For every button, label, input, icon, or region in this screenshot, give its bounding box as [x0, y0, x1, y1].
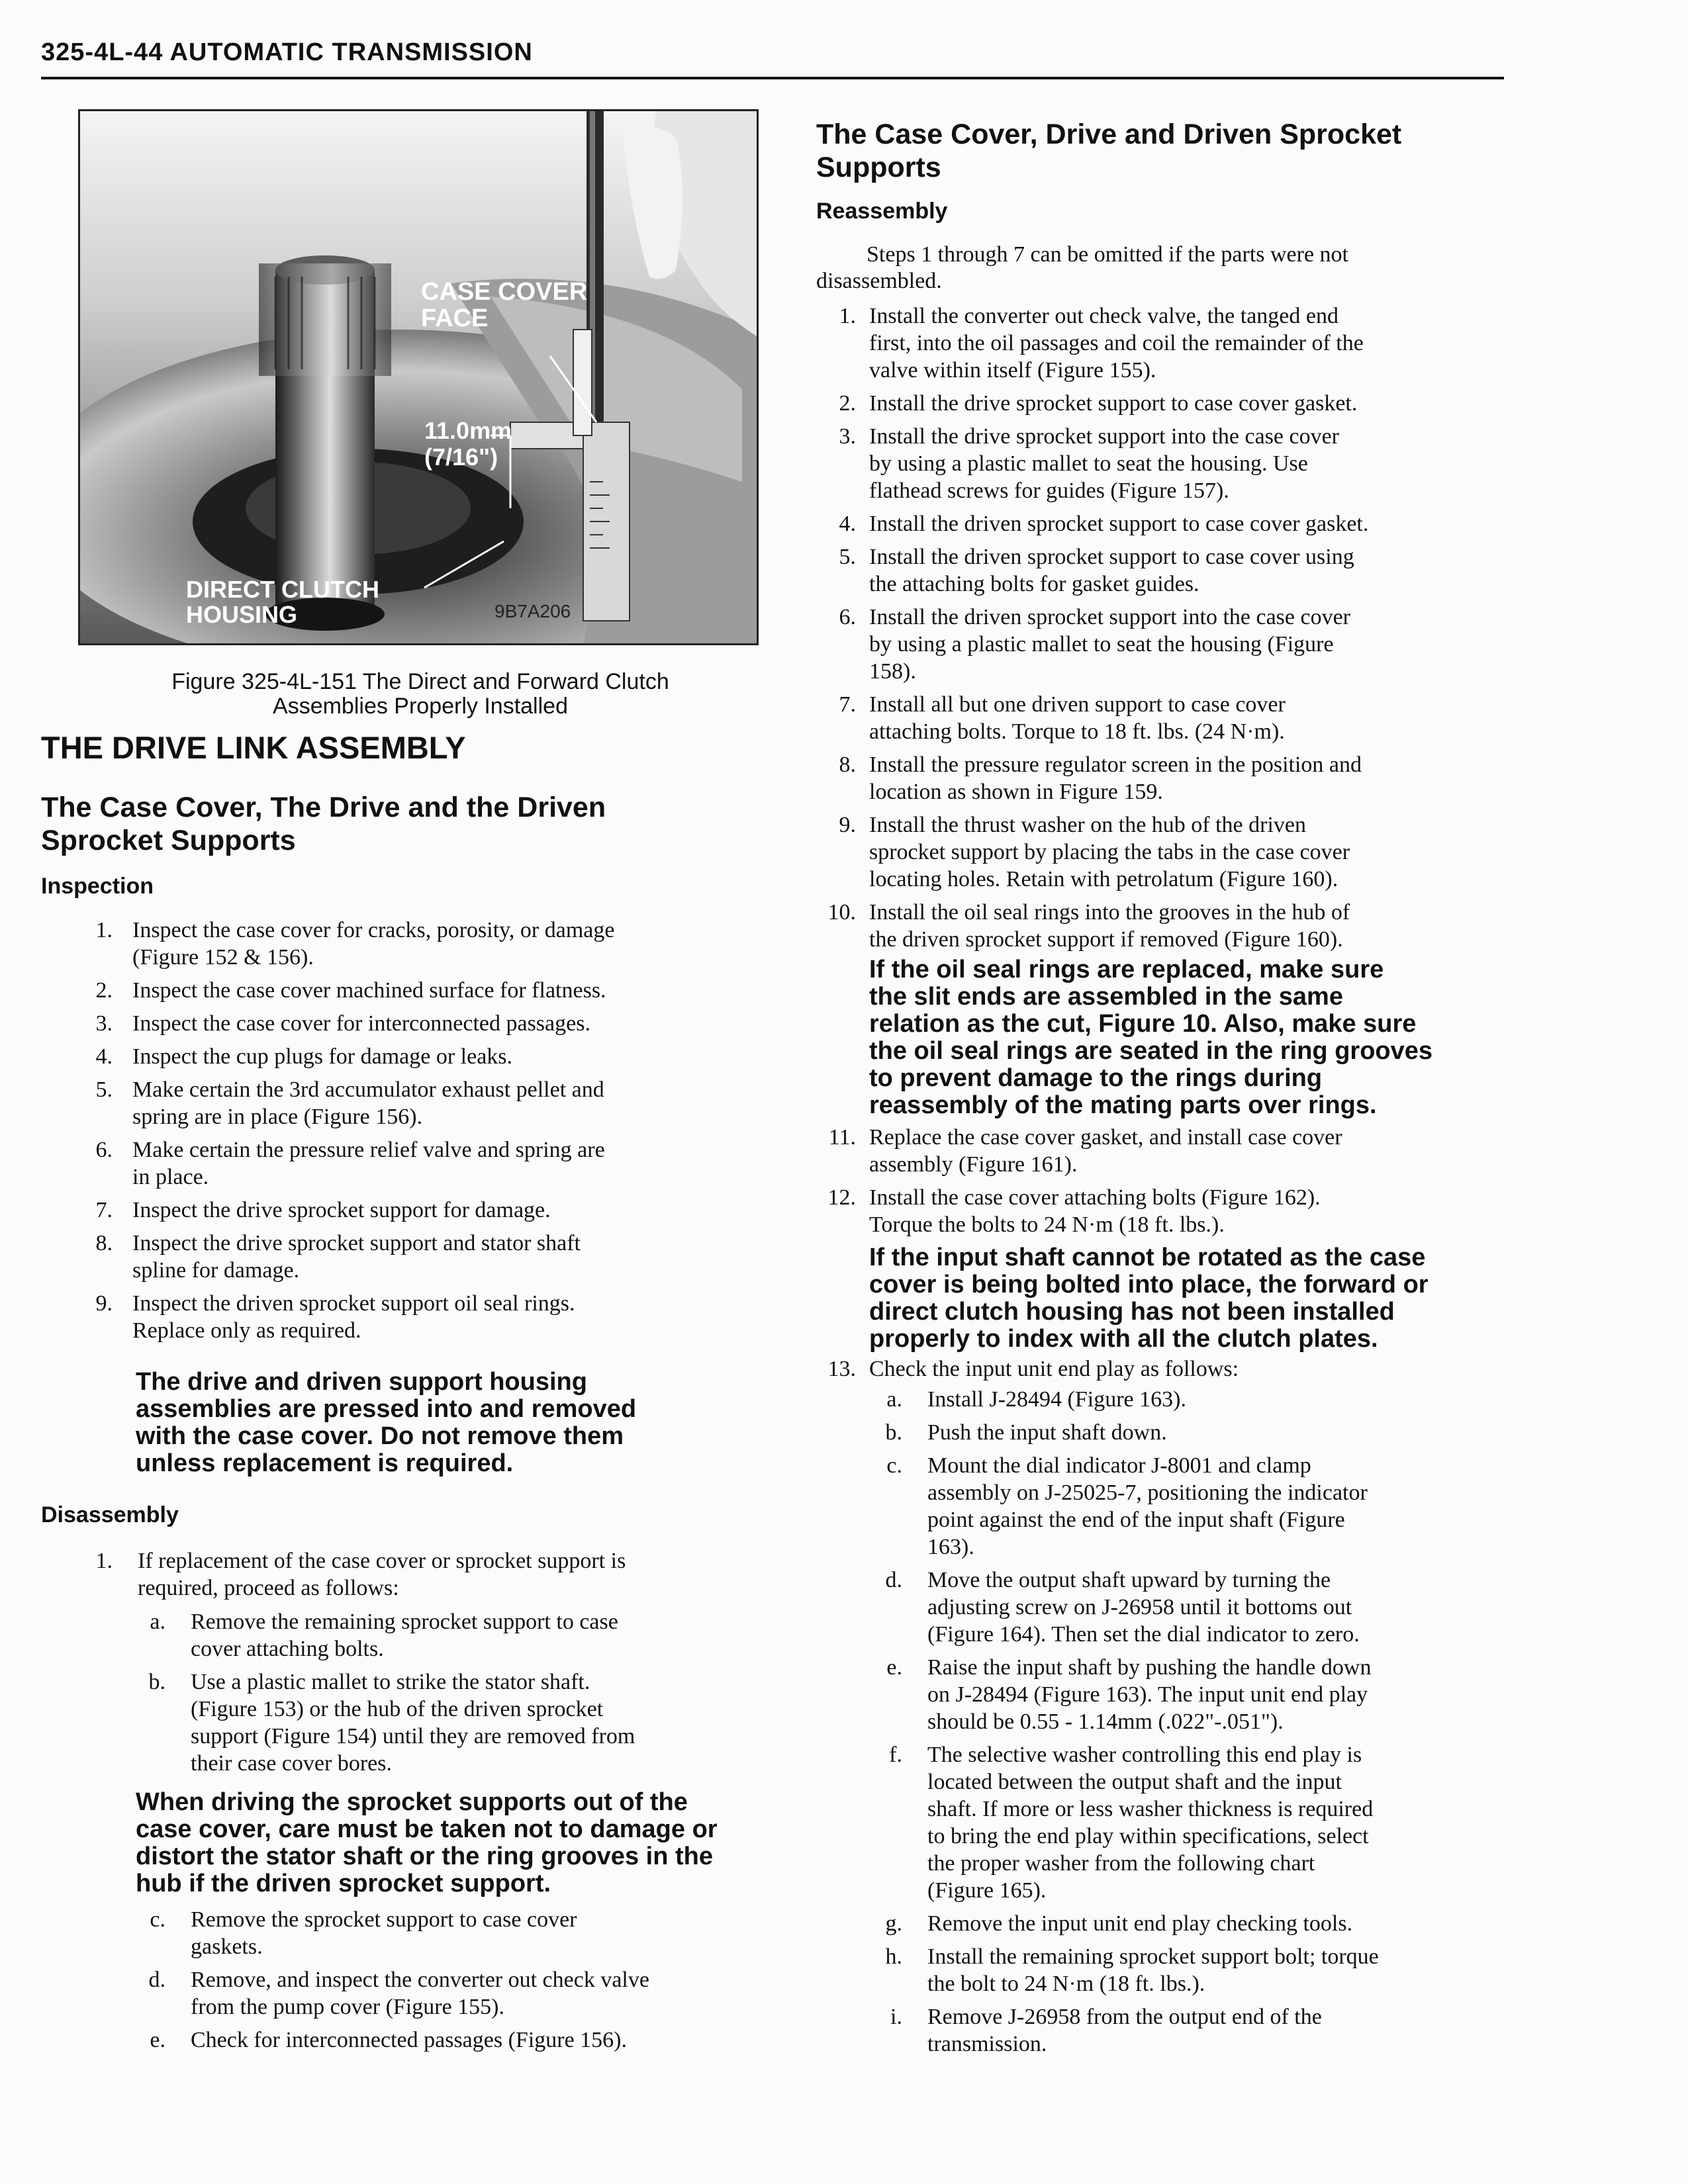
item-text — [132, 1043, 761, 1070]
item-number: h. — [885, 1944, 902, 1969]
item-text — [869, 751, 1505, 805]
item-text — [869, 423, 1505, 504]
text-line: the bolt to 24 N·m (18 ft. lbs.). — [927, 1972, 1205, 1996]
item-text — [869, 543, 1505, 598]
text-line: If the oil seal rings are replaced, make sure — [869, 956, 1384, 983]
item-number: 3. — [839, 424, 856, 449]
item-text — [927, 1386, 1505, 1413]
text-line: Replace the case cover gasket, and install case cover — [869, 1125, 1342, 1150]
item-number: 13. — [827, 1357, 856, 1381]
label-face: FACE — [421, 304, 489, 332]
item-number: 9. — [95, 1291, 113, 1316]
text-line: shaft. If more or less washer thickness is required — [927, 1797, 1374, 1821]
text-line: The drive and driven support housing — [136, 1368, 587, 1396]
item-number: c. — [150, 1907, 165, 1932]
item-text — [191, 1966, 768, 2021]
item-text — [869, 604, 1505, 685]
text-line: direct clutch housing has not been installed — [869, 1298, 1395, 1326]
text-line: first, into the oil passages and coil the remainder of the — [869, 331, 1364, 355]
item-text — [869, 1184, 1505, 1238]
text-line: spring are in place (Figure 156). — [132, 1105, 423, 1129]
text-line: Raise the input shaft by pushing the handle down — [927, 1655, 1372, 1680]
item-number: a. — [886, 1387, 902, 1412]
item-text — [927, 1567, 1505, 1648]
item-number: 6. — [95, 1138, 113, 1162]
text-line: to prevent damage to the rings during — [869, 1064, 1323, 1092]
label-direct-clutch: DIRECT CLUTCH — [186, 576, 379, 603]
text-line: gaskets. — [191, 1934, 263, 1959]
item-number: 10. — [827, 900, 856, 925]
item-number: 3. — [95, 1011, 113, 1036]
text-line: Install J-28494 (Figure 163). — [927, 1387, 1186, 1412]
text-line: by using a plastic mallet to seat the housing. Use — [869, 451, 1308, 476]
text-line: When driving the sprocket supports out of the — [136, 1788, 688, 1816]
item-text — [927, 1910, 1505, 1937]
text-line: location as shown in Figure 159. — [869, 780, 1163, 804]
text-line: Inspect the cup plugs for damage or leaks. — [132, 1044, 513, 1069]
item-text — [869, 1124, 1505, 1178]
text-line: assembly on J-25025-7, positioning the indicator — [927, 1480, 1368, 1505]
item-number: a. — [150, 1610, 165, 1634]
text-line: should be 0.55 - 1.14mm (.022"-.051"). — [927, 1709, 1284, 1734]
text-line: locating holes. Retain with petrolatum (Figure 160). — [869, 867, 1338, 891]
item-text — [132, 1010, 761, 1037]
text-line: Install the remaining sprocket support bolt; torque — [927, 1944, 1379, 1969]
oil-seal-warning — [869, 956, 1501, 1119]
text-line: Make certain the 3rd accumulator exhaust pellet and — [132, 1077, 604, 1102]
text-line: their case cover bores. — [191, 1751, 392, 1776]
item-number: 1. — [95, 918, 113, 942]
text-line: Install the oil seal rings into the grooves in the hub of — [869, 900, 1350, 925]
item-number: 4. — [95, 1044, 113, 1069]
disassembly-warning — [136, 1789, 765, 1897]
item-number: e. — [150, 2028, 165, 2052]
item-number: d. — [148, 1968, 165, 1992]
text-line: located between the output shaft and the input — [927, 1770, 1342, 1794]
text-line: the proper washer from the following chart — [927, 1851, 1315, 1876]
label-housing: HOUSING — [186, 601, 298, 628]
text-line: Install the drive sprocket support into the case cover — [869, 424, 1339, 449]
item-text — [869, 1355, 1505, 1383]
text-line: on J-28494 (Figure 163). The input unit end play — [927, 1682, 1368, 1707]
text-line: Mount the dial indicator J-8001 and clamp — [927, 1453, 1311, 1478]
item-number: d. — [885, 1568, 902, 1592]
item-number: c. — [886, 1453, 902, 1478]
text-line: Steps 1 through 7 can be omitted if the parts were not — [867, 242, 1348, 267]
item-number: f. — [889, 1743, 902, 1767]
text-line: attaching bolts. Torque to 18 ft. lbs. (24 N·m). — [869, 719, 1285, 744]
text-line: (Figure 152 & 156). — [132, 945, 314, 970]
label-measure-mm: 11.0mm — [424, 417, 512, 444]
text-line: the attaching bolts for gasket guides. — [869, 572, 1199, 596]
text-line: the oil seal rings are seated in the ring grooves — [869, 1037, 1433, 1065]
item-text — [869, 390, 1505, 417]
item-text — [191, 1668, 768, 1777]
text-line: cover attaching bolts. — [191, 1637, 384, 1661]
item-text — [191, 1906, 768, 1960]
text-line: (Figure 153) or the hub of the driven sprocket — [191, 1697, 604, 1721]
inspection-warning — [136, 1369, 758, 1477]
text-line: Move the output shaft upward by turning the — [927, 1568, 1331, 1592]
text-line: support (Figure 154) until they are removed from — [191, 1724, 635, 1749]
reassembly-heading: Reassembly — [816, 199, 948, 224]
text-line: If the input shaft cannot be rotated as the case — [869, 1244, 1426, 1271]
text-line: reassembly of the mating parts over rings. — [869, 1091, 1377, 1119]
text-line: spline for damage. — [132, 1258, 300, 1283]
text-line: Install the drive sprocket support to case cover gasket. — [869, 391, 1358, 416]
item-number: 2. — [95, 978, 113, 1003]
item-number: b. — [148, 1670, 165, 1694]
item-number: 4. — [839, 512, 856, 536]
text-line: relation as the cut, Figure 10. Also, make sure — [869, 1010, 1417, 1038]
text-line: Install all but one driven support to case cover — [869, 692, 1286, 717]
item-text — [869, 899, 1505, 953]
clutch-assembly-photo — [80, 111, 757, 643]
section-title: THE DRIVE LINK ASSEMBLY — [41, 730, 466, 765]
text-line: Remove the sprocket support to case cover — [191, 1907, 577, 1932]
text-line: in place. — [132, 1165, 209, 1189]
text-line: If replacement of the case cover or sprocket support is — [138, 1549, 626, 1573]
item-text — [132, 1230, 761, 1284]
text-line: to bring the end play within specifications, select — [927, 1824, 1369, 1848]
item-number: b. — [885, 1420, 902, 1445]
item-number: 5. — [95, 1077, 113, 1102]
item-text — [132, 1197, 761, 1224]
text-line: Use a plastic mallet to strike the stator shaft. — [191, 1670, 590, 1694]
text-line: (Figure 165). — [927, 1878, 1047, 1903]
item-text — [132, 1290, 761, 1344]
text-line: flathead screws for guides (Figure 157). — [869, 478, 1229, 503]
item-number: 12. — [827, 1185, 856, 1210]
text-line: hub if the driven sprocket support. — [136, 1870, 551, 1897]
text-line: Remove J-26958 from the output end of the — [927, 2005, 1322, 2029]
reassembly-intro — [816, 242, 1505, 295]
item-number: g. — [885, 1911, 902, 1936]
label-case-cover: CASE COVER — [421, 278, 588, 306]
item-text — [869, 510, 1505, 537]
item-text — [191, 1608, 768, 1662]
text-line: case cover, care must be taken not to damage or — [136, 1815, 718, 1843]
item-text — [191, 2026, 768, 2054]
page-header: 325-4L-44 AUTOMATIC TRANSMISSION — [41, 38, 533, 66]
text-line: adjusting screw on J-26958 until it bottoms out — [927, 1595, 1352, 1619]
item-text — [869, 302, 1505, 384]
text-line: assemblies are pressed into and removed — [136, 1395, 637, 1423]
text-line: assembly (Figure 161). — [869, 1152, 1078, 1177]
text-line: with the case cover. Do not remove them — [136, 1422, 624, 1450]
figure-caption: Figure 325-4L-151 The Direct and Forward Clutch Assemblies Properly Installed — [171, 669, 669, 719]
text-line: Install the driven sprocket support into the case cover — [869, 605, 1350, 629]
item-text — [138, 1547, 761, 1602]
text-line: Install the case cover attaching bolts (Figure 162). — [869, 1185, 1321, 1210]
item-text — [927, 2003, 1505, 2058]
text-line: Install the converter out check valve, the tanged end — [869, 304, 1338, 328]
item-number: 7. — [839, 692, 856, 717]
text-line: from the pump cover (Figure 155). — [191, 1995, 504, 2019]
item-text — [927, 1943, 1505, 1997]
text-line: Inspect the driven sprocket support oil seal rings. — [132, 1291, 575, 1316]
text-line: Install the driven sprocket support to case cover gasket. — [869, 512, 1369, 536]
figure-code: 9B7A206 — [494, 601, 571, 621]
inspection-heading: Inspection — [41, 874, 154, 899]
text-line: Install the pressure regulator screen in the position and — [869, 752, 1362, 777]
figure-photo — [78, 109, 759, 645]
text-line: Remove the input unit end play checking tools. — [927, 1911, 1353, 1936]
text-line: the slit ends are assembled in the same — [869, 983, 1343, 1011]
item-number: 7. — [95, 1198, 113, 1222]
text-line: Inspect the case cover for interconnected passages. — [132, 1011, 590, 1036]
item-number: 5. — [839, 545, 856, 569]
item-number: 9. — [839, 813, 856, 837]
text-line: point against the end of the input shaft (Figure — [927, 1508, 1345, 1532]
text-line: cover is being bolted into place, the forward or — [869, 1271, 1429, 1298]
text-line: sprocket support by placing the tabs in the case cover — [869, 840, 1350, 864]
text-line: Torque the bolts to 24 N·m (18 ft. lbs.). — [869, 1212, 1225, 1237]
right-title: The Case Cover, Drive and Driven Sprocket Supports — [816, 118, 1402, 183]
text-line: Install the thrust washer on the hub of the driven — [869, 813, 1307, 837]
text-line: unless replacement is required. — [136, 1449, 514, 1477]
item-text — [927, 1654, 1505, 1735]
item-text — [132, 1136, 761, 1191]
item-text — [927, 1741, 1505, 1904]
text-line: Remove the remaining sprocket support to case — [191, 1610, 618, 1634]
text-line: by using a plastic mallet to seat the housing (Figure — [869, 632, 1334, 657]
text-line: The selective washer controlling this end play is — [927, 1743, 1362, 1767]
item-text — [132, 917, 761, 971]
item-number: 6. — [839, 605, 856, 629]
text-line: disassembled. — [816, 269, 942, 293]
text-line: 158). — [869, 659, 916, 684]
text-line: Make certain the pressure relief valve and spring are — [132, 1138, 605, 1162]
item-text — [132, 1076, 761, 1130]
item-number: 8. — [95, 1231, 113, 1255]
item-text — [869, 691, 1505, 745]
text-line: (Figure 164). Then set the dial indicator to zero. — [927, 1622, 1360, 1647]
item-text — [927, 1419, 1505, 1446]
text-line: Inspect the case cover machined surface for flatness. — [132, 978, 606, 1003]
text-line: 163). — [927, 1535, 974, 1559]
item-number: 8. — [839, 752, 856, 777]
item-number: e. — [886, 1655, 902, 1680]
item-number: 1. — [839, 304, 856, 328]
text-line: properly to index with all the clutch plates. — [869, 1325, 1378, 1353]
item-number: 2. — [839, 391, 856, 416]
text-line: Inspect the case cover for cracks, porosity, or damage — [132, 918, 615, 942]
item-number: 11. — [828, 1125, 856, 1150]
item-number: i. — [890, 2005, 902, 2029]
text-line: the driven sprocket support if removed (Figure 160). — [869, 927, 1343, 952]
text-line: Check the input unit end play as follows: — [869, 1357, 1239, 1381]
item-number: 1. — [95, 1549, 113, 1573]
text-line: required, proceed as follows: — [138, 1576, 399, 1600]
item-text — [927, 1452, 1505, 1561]
text-line: Inspect the drive sprocket support for damage. — [132, 1198, 551, 1222]
disassembly-heading: Disassembly — [41, 1502, 179, 1527]
label-measure-in: (7/16") — [424, 443, 498, 471]
text-line: distort the stator shaft or the ring grooves in the — [136, 1843, 713, 1870]
subsection-title: The Case Cover, The Drive and the Driven Sprocket Supports — [41, 792, 606, 856]
text-line: valve within itself (Figure 155). — [869, 358, 1156, 383]
text-line: Replace only as required. — [132, 1318, 361, 1343]
text-line: Remove, and inspect the converter out check valve — [191, 1968, 649, 1992]
text-line: Push the input shaft down. — [927, 1420, 1167, 1445]
text-line: Check for interconnected passages (Figure 156). — [191, 2028, 627, 2052]
header-rule — [41, 77, 1504, 79]
text-line: Install the driven sprocket support to case cover using — [869, 545, 1354, 569]
text-line: transmission. — [927, 2032, 1047, 2056]
item-text — [869, 811, 1505, 893]
text-line: Inspect the drive sprocket support and stator shaft — [132, 1231, 581, 1255]
input-shaft-warning — [869, 1244, 1501, 1353]
item-text — [132, 977, 761, 1004]
